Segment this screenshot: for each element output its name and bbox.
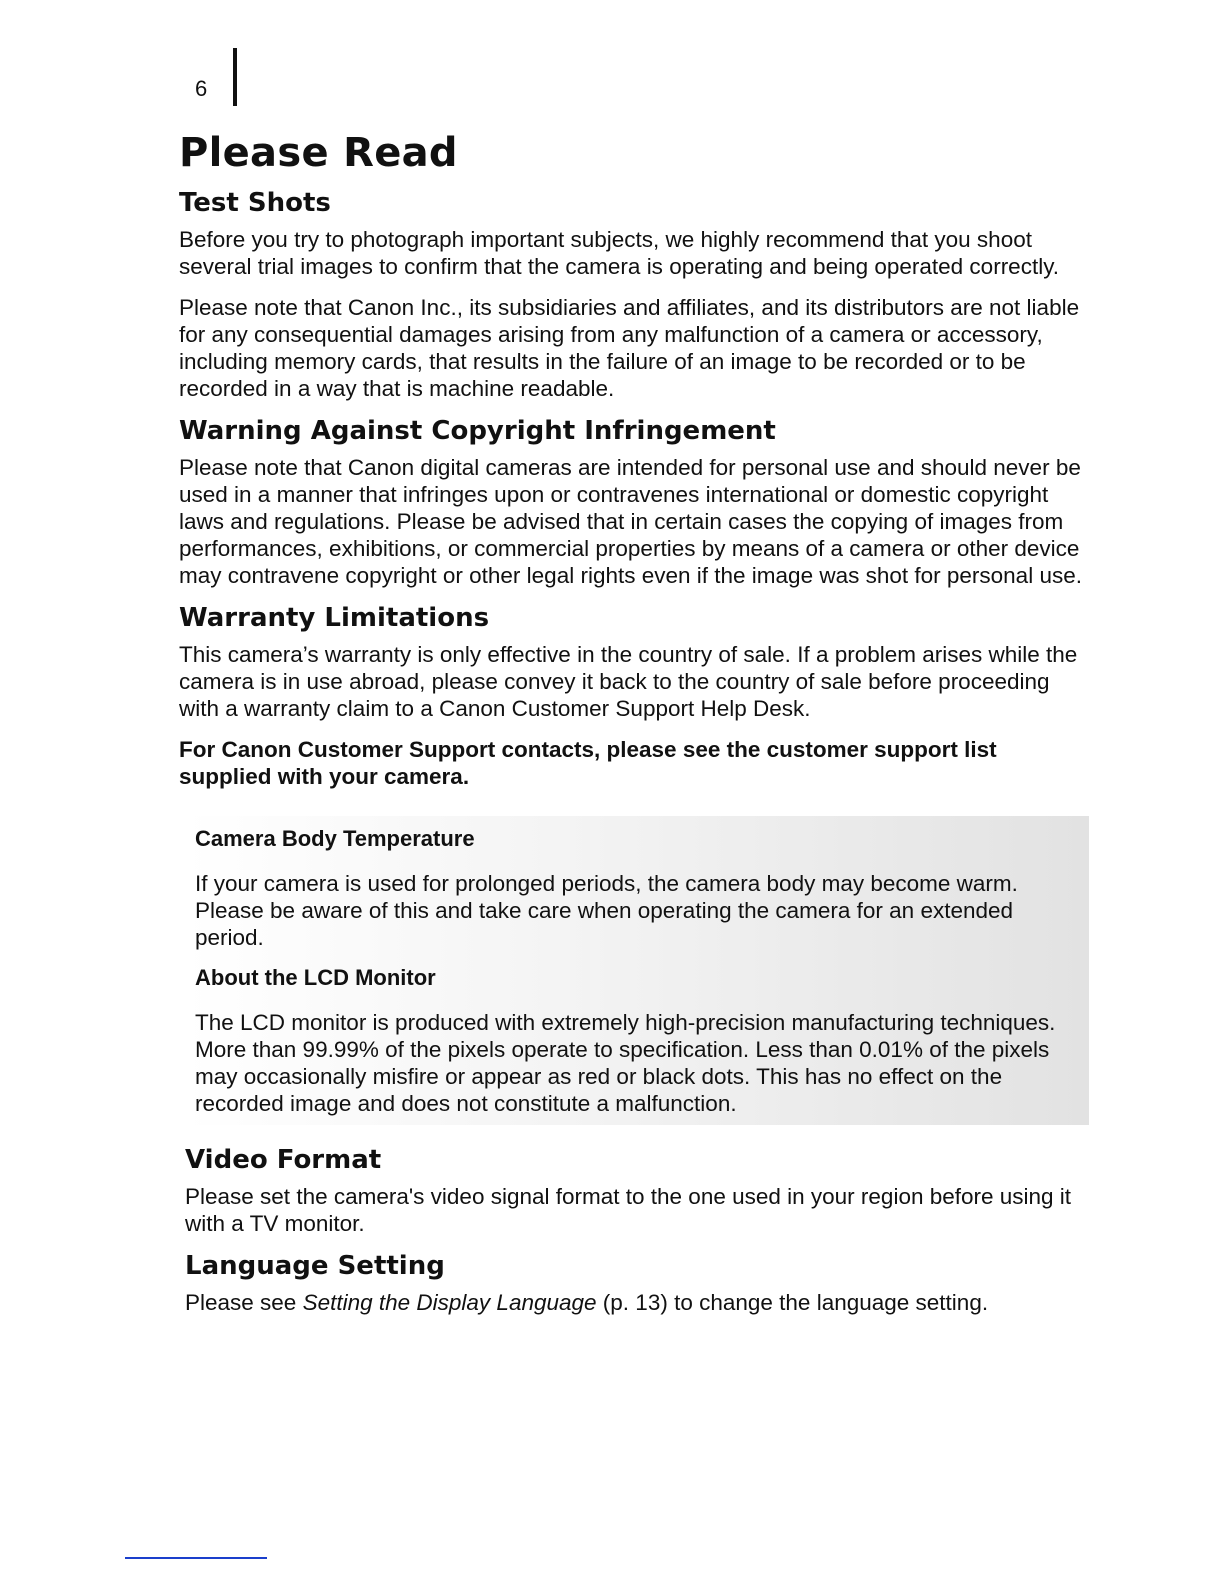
section-video-format (179, 1145, 1091, 1237)
section-heading: Warning Against Copyright Infringement (179, 416, 776, 446)
notice-text-lcd: The LCD monitor is produced with extremely high-precision manufacturing techniques. More than 99.99% of the pixels operate to specification. Less than 0.01% of the pixels may occasionally misfire or appear as red or black dots. This has no effect on the recorded image and does not constitute a malfunction. (195, 1010, 1056, 1116)
section-heading: Video Format (185, 1145, 382, 1175)
section-paragraph: Before you try to photograph important subjects, we highly recommend that you shoot several trial images to confirm that the camera is operating and being operated correctly. (179, 227, 1060, 279)
section-paragraph: This camera’s warranty is only effective in the country of sale. If a problem arises while the camera is in use abroad, please convey it back to the country of sale before proceeding with a warranty claim to a Canon Customer Support Help Desk. (179, 642, 1078, 721)
section-heading: Warranty Limitations (179, 603, 490, 633)
section-language-setting (179, 1251, 1091, 1316)
page-number-divider (233, 48, 237, 106)
section-paragraph (185, 1289, 1091, 1316)
text-before-link: Please see (185, 1290, 303, 1315)
notice-heading-lcd: About the LCD Monitor (195, 965, 436, 990)
section-warranty (179, 603, 1091, 790)
cross-reference-link[interactable]: Setting the Display Language (302, 1290, 597, 1315)
section-heading: Test Shots (179, 188, 331, 218)
section-paragraph: Please set the camera's video signal format to the one used in your region before using it with a TV monitor. (185, 1184, 1072, 1236)
section-paragraph: Please note that Canon Inc., its subsidiaries and affiliates, and its distributors are not liable for any consequential damages arising from any malfunction of a camera or accessory, including memory cards, that results in the failure of an image to be recorded or to be recorded in a way that is machine readable. (179, 295, 1080, 401)
notice-box (185, 816, 1089, 1125)
text-after-link: (p. 13) to change the language setting. (596, 1290, 989, 1315)
page-title: Please Read (179, 130, 458, 176)
document-body (179, 130, 1091, 1330)
section-heading: Language Setting (185, 1251, 445, 1281)
section-test-shots (179, 188, 1091, 402)
page-number: 6 (195, 76, 208, 101)
footer-underline (125, 1557, 267, 1559)
section-copyright (179, 416, 1091, 589)
section-paragraph: Please note that Canon digital cameras are intended for personal use and should never be used in a manner that infringes upon or contravenes international or domestic copyright laws and regulations. Please be advised that in certain cases the copying of images from performances, exhibitions, or commercial properties by means of a camera or other device may contravene copyright or other legal rights even if the image was shot for personal use. (179, 455, 1082, 588)
notice-text-temperature: If your camera is used for prolonged periods, the camera body may become warm. Please be aware of this and take care when operating the camera for an extended period. (195, 871, 1018, 950)
support-note: For Canon Customer Support contacts, please see the customer support list supplied with your camera. (179, 737, 997, 789)
notice-heading-temperature: Camera Body Temperature (195, 826, 475, 851)
